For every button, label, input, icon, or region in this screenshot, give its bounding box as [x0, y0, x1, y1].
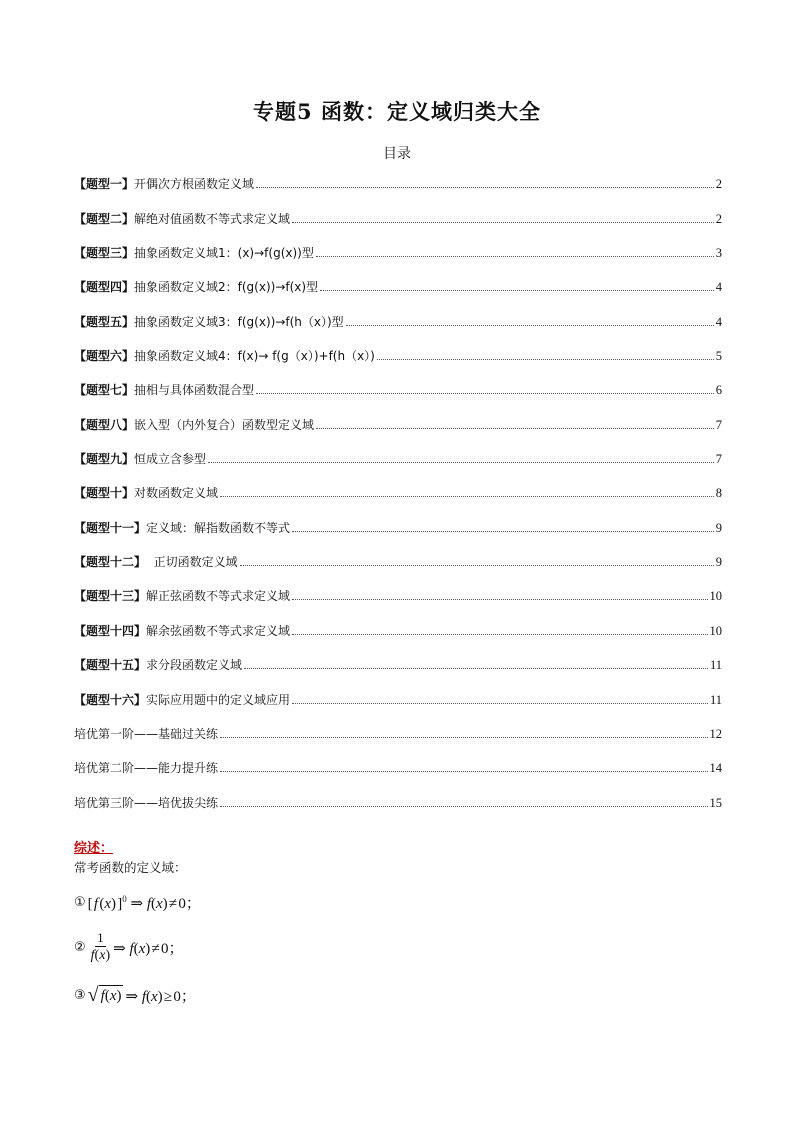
toc-entry-text: 嵌入型（内外复合）函数型定义域 — [134, 417, 315, 432]
toc-page-number: 4 — [715, 280, 722, 295]
toc-page-number: 4 — [715, 314, 722, 329]
toc-leader-dots — [220, 771, 707, 772]
toc-page-number: 2 — [715, 177, 722, 192]
formula-number: ① — [74, 895, 86, 910]
toc-entry[interactable] — [74, 433, 722, 467]
toc-entry[interactable] — [74, 364, 722, 398]
toc-entry[interactable] — [74, 639, 722, 673]
toc-leader-dots — [256, 187, 714, 188]
toc-leader-dots — [292, 531, 714, 532]
formula-number: ③ — [74, 988, 86, 1003]
toc-leader-dots — [208, 462, 714, 463]
toc-page-number: 15 — [709, 795, 722, 810]
toc-leader-dots — [346, 325, 714, 326]
toc-entry-title — [74, 553, 238, 570]
toc-heading: 目录 — [383, 146, 411, 162]
toc-entry-title — [74, 450, 206, 467]
toc-leader-dots — [220, 806, 707, 807]
toc-entry-label: 【题型十一】 — [74, 520, 147, 535]
toc-entry-label: 【题型四】 — [74, 280, 135, 295]
toc-page-number: 3 — [715, 246, 722, 261]
toc-entry-title — [74, 347, 375, 364]
toc-leader-dots — [292, 599, 707, 600]
toc-entry-text: 培优第三阶——培优拔尖练 — [74, 795, 219, 810]
toc-leader-dots — [244, 668, 708, 669]
toc-leader-dots — [220, 737, 707, 738]
toc-leader-dots — [220, 496, 714, 497]
toc-entry-title — [74, 175, 254, 192]
toc-leader-dots — [256, 393, 714, 394]
toc-entry-title — [74, 587, 290, 604]
toc-entry-label: 【题型一】 — [74, 177, 135, 192]
toc-entry-text: 培优第二阶——能力提升练 — [74, 761, 219, 776]
toc-page-number: 6 — [715, 383, 722, 398]
toc-page-number: 7 — [715, 417, 722, 432]
toc-entry-label: 【题型十六】 — [74, 692, 147, 707]
toc-leader-dots — [316, 428, 714, 429]
toc-entry-text: 解正弦函数不等式求定义域 — [146, 589, 291, 604]
formula-body: [ f (x) ]$^0$ ⇒ f(x) ≠ 0； — [87, 894, 201, 912]
toc-entry[interactable] — [74, 158, 722, 192]
toc-leader-dots — [316, 256, 714, 257]
toc-page-number: 8 — [715, 486, 722, 501]
toc-entry-label: 【题型六】 — [74, 349, 135, 364]
summary-label: 综述： — [74, 841, 114, 856]
toc-page-number: 10 — [709, 623, 722, 638]
toc-leader-dots — [320, 290, 714, 291]
toc-entry-text: 抽象函数定义域3：f(g(x))→f(h（x）)型 — [134, 314, 344, 329]
toc-entry-title — [74, 416, 314, 433]
toc-entry-title — [74, 278, 318, 295]
toc-entry-text: 抽象函数定义域2：f(g(x))→f(x)型 — [134, 280, 319, 295]
toc-entry-text: 恒成立含参型 — [134, 452, 207, 467]
toc-entry[interactable] — [74, 467, 722, 501]
toc-page-number: 12 — [709, 726, 722, 741]
document-title: 专题5 函数：定义域归类大全 — [253, 99, 541, 124]
toc-entry-text: 抽象函数定义域4：f(x)→ f(g（x）)+f(h（x）) — [134, 349, 375, 364]
formula-number: ② — [74, 940, 86, 955]
toc-entry-title — [74, 313, 344, 330]
toc-entry[interactable] — [74, 227, 722, 261]
fraction: $\frac{1}{f(x)}$ — [90, 930, 111, 963]
toc-page-number: 2 — [715, 211, 722, 226]
toc-page-number: 11 — [709, 692, 722, 707]
toc-entry-text: 抽相与具体函数混合型 — [134, 383, 255, 398]
toc-entry[interactable] — [74, 536, 722, 570]
toc-leader-dots — [292, 703, 708, 704]
toc-entry-text: 实际应用题中的定义域应用 — [146, 692, 291, 707]
table-of-contents — [74, 158, 722, 811]
toc-leader-dots — [240, 565, 714, 566]
toc-entry-label: 【题型三】 — [74, 246, 135, 261]
square-root: √ f(x) — [87, 984, 122, 1006]
toc-entry-label: 【题型九】 — [74, 452, 135, 467]
toc-entry-label: 【题型十二】 — [74, 555, 147, 570]
toc-entry[interactable] — [74, 570, 722, 604]
formula-body: ⇒ f(x) ≥ 0； — [125, 989, 196, 1005]
toc-entry-title — [74, 244, 314, 261]
toc-page-number: 10 — [709, 589, 722, 604]
toc-leader-dots — [292, 222, 714, 223]
toc-page-number: 14 — [709, 761, 722, 776]
toc-entry-title — [74, 484, 218, 501]
toc-entry-title — [74, 519, 290, 536]
toc-entry-text: 解绝对值函数不等式求定义域 — [134, 211, 291, 226]
toc-page-number: 11 — [709, 658, 722, 673]
formula-reciprocal — [74, 930, 184, 965]
toc-leader-dots — [292, 634, 707, 635]
toc-entry[interactable] — [74, 708, 722, 742]
formula-body: ⇒ f(x) ≠ 0； — [113, 941, 184, 957]
summary-intro: 常考函数的定义域： — [74, 860, 187, 875]
toc-entry-title — [74, 691, 290, 708]
toc-entry-label: 【题型十三】 — [74, 589, 147, 604]
toc-entry-title — [74, 656, 242, 673]
summary-section — [74, 837, 187, 876]
toc-entry-title — [74, 210, 290, 227]
toc-entry[interactable] — [74, 295, 722, 329]
toc-entry[interactable] — [74, 330, 722, 364]
toc-entry-title — [74, 381, 254, 398]
formula-zero-power — [74, 892, 201, 913]
toc-entry-text: 求分段函数定义域 — [146, 658, 243, 673]
toc-entry-label: 【题型十】 — [74, 486, 135, 501]
toc-entry-text: 解余弦函数不等式求定义域 — [146, 623, 291, 638]
toc-entry[interactable] — [74, 398, 722, 432]
toc-entry-label: 【题型八】 — [74, 417, 135, 432]
toc-entry-title — [74, 622, 290, 639]
toc-leader-dots — [377, 359, 714, 360]
toc-entry-text: 开偶次方根函数定义域 — [134, 177, 255, 192]
toc-entry[interactable] — [74, 192, 722, 226]
formula-sqrt — [74, 985, 196, 1006]
toc-entry-text: 抽象函数定义域1：(x)→f(g(x))型 — [134, 246, 314, 261]
toc-page-number: 7 — [715, 452, 722, 467]
toc-entry[interactable] — [74, 776, 722, 810]
toc-entry[interactable] — [74, 673, 722, 707]
toc-entry-label: 【题型七】 — [74, 383, 135, 398]
toc-entry-label: 【题型十五】 — [74, 658, 147, 673]
toc-entry-title — [74, 759, 218, 776]
toc-entry[interactable] — [74, 604, 722, 638]
toc-entry-text: 正切函数定义域 — [146, 555, 238, 570]
toc-entry-title — [74, 794, 218, 811]
toc-entry-text: 定义域：解指数函数不等式 — [146, 520, 291, 535]
toc-page-number: 9 — [715, 555, 722, 570]
toc-entry-title — [74, 725, 218, 742]
toc-entry[interactable] — [74, 501, 722, 535]
toc-entry-label: 【题型五】 — [74, 314, 135, 329]
toc-entry[interactable] — [74, 742, 722, 776]
toc-entry-text: 对数函数定义域 — [134, 486, 219, 501]
toc-entry-label: 【题型十四】 — [74, 623, 147, 638]
toc-entry[interactable] — [74, 261, 722, 295]
toc-entry-label: 【题型二】 — [74, 211, 135, 226]
toc-page-number: 5 — [715, 349, 722, 364]
toc-page-number: 9 — [715, 520, 722, 535]
toc-entry-text: 培优第一阶——基础过关练 — [74, 726, 219, 741]
